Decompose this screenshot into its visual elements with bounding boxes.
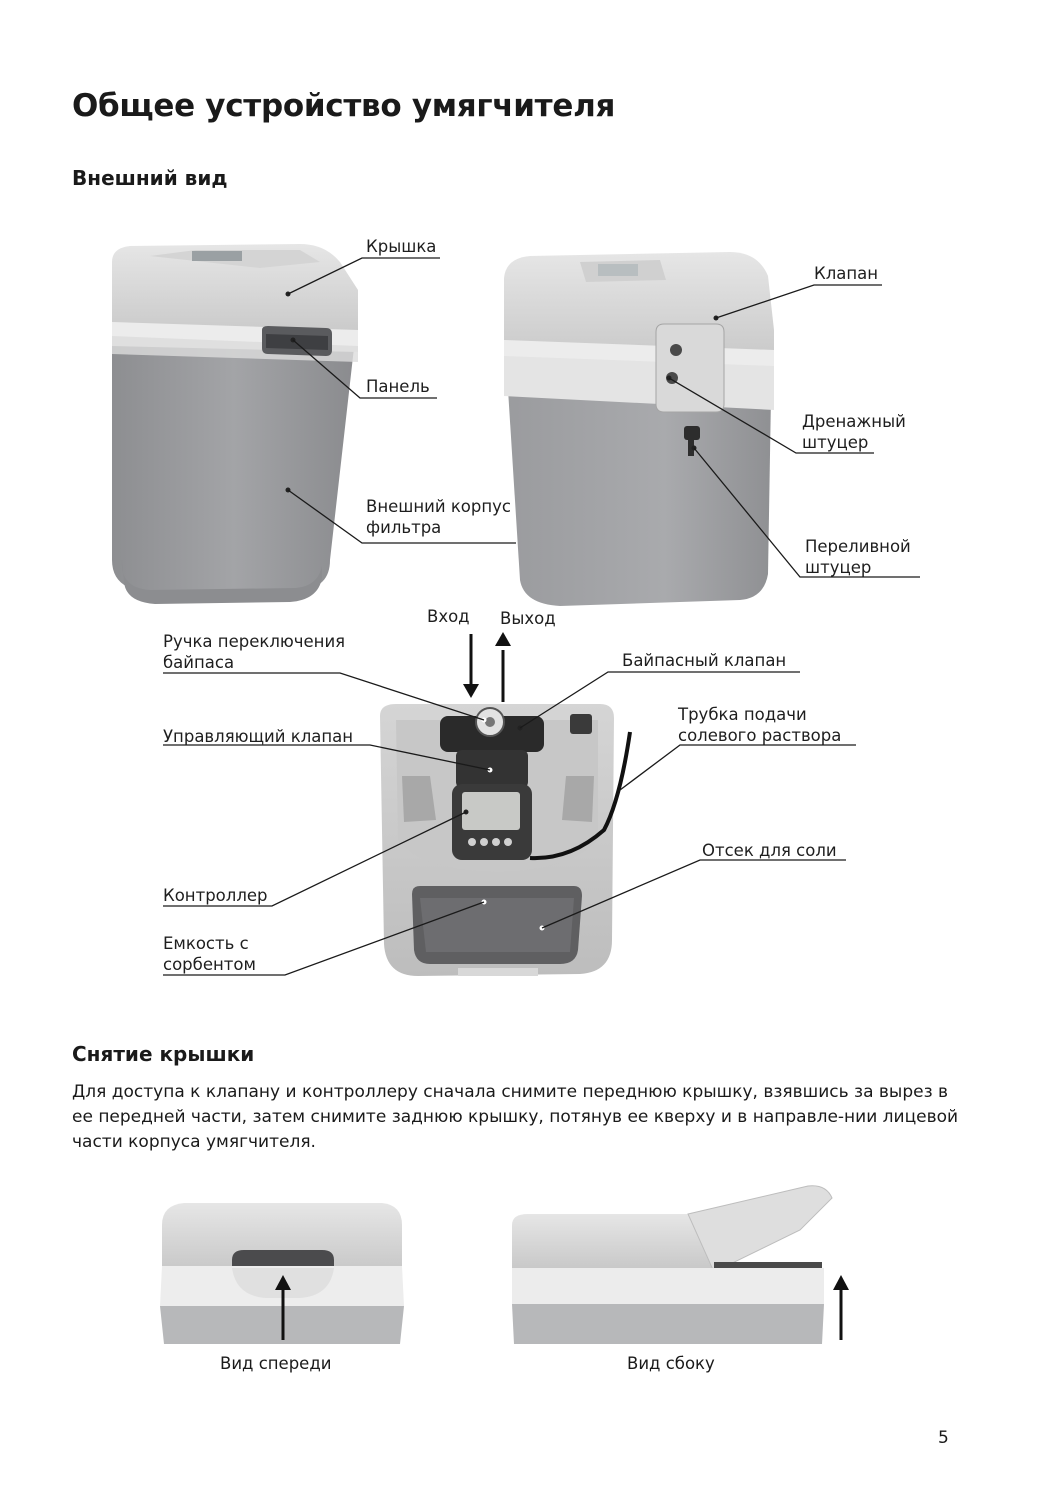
softener-top-view-illustration bbox=[380, 704, 630, 976]
label-brine-tube: Трубка подачи солевого раствора bbox=[678, 705, 842, 745]
section-heading-exterior: Внешний вид bbox=[72, 166, 228, 190]
label-bypass-valve: Байпасный клапан bbox=[622, 651, 787, 670]
inlet-arrow bbox=[463, 634, 479, 698]
caption-side-view: Вид сбоку bbox=[627, 1354, 715, 1373]
label-inlet: Вход bbox=[427, 607, 470, 626]
label-salt-compartment: Отсек для соли bbox=[702, 841, 837, 860]
page-number: 5 bbox=[938, 1428, 949, 1448]
label-cover: Крышка bbox=[366, 237, 437, 256]
label-panel: Панель bbox=[366, 377, 430, 396]
label-outlet: Выход bbox=[500, 609, 556, 628]
label-sorbent-tank: Емкость с сорбентом bbox=[163, 934, 256, 974]
front-view-illustration bbox=[160, 1203, 404, 1344]
section-heading-cover-removal: Снятие крышки bbox=[72, 1042, 255, 1066]
label-control-valve: Управляющий клапан bbox=[163, 727, 354, 746]
cover-removal-text: Для доступа к клапану и контроллеру сначала снимите переднюю крышку, взявшись за вырез в ее передней части, затем снимите заднюю крышку, потянув ее кверху и в направле-нии лицевой части корпуса умягчителя. bbox=[72, 1082, 959, 1152]
caption-front-view: Вид спереди bbox=[220, 1354, 332, 1373]
label-controller: Контроллер bbox=[163, 886, 268, 905]
label-bypass-handle: Ручка переключения байпаса bbox=[163, 632, 346, 672]
softener-rear-illustration bbox=[504, 252, 774, 606]
side-view-illustration bbox=[512, 1186, 849, 1344]
label-overflow-fitting: Переливной штуцер bbox=[805, 537, 911, 577]
label-outer-case: Внешний корпус фильтра bbox=[366, 497, 511, 537]
label-valve: Клапан bbox=[814, 264, 879, 283]
outlet-arrow bbox=[495, 632, 511, 702]
label-drain-fitting: Дренажный штуцер bbox=[802, 412, 906, 452]
page-title: Общее устройство умягчителя bbox=[72, 88, 616, 124]
softener-front-illustration bbox=[112, 244, 358, 604]
